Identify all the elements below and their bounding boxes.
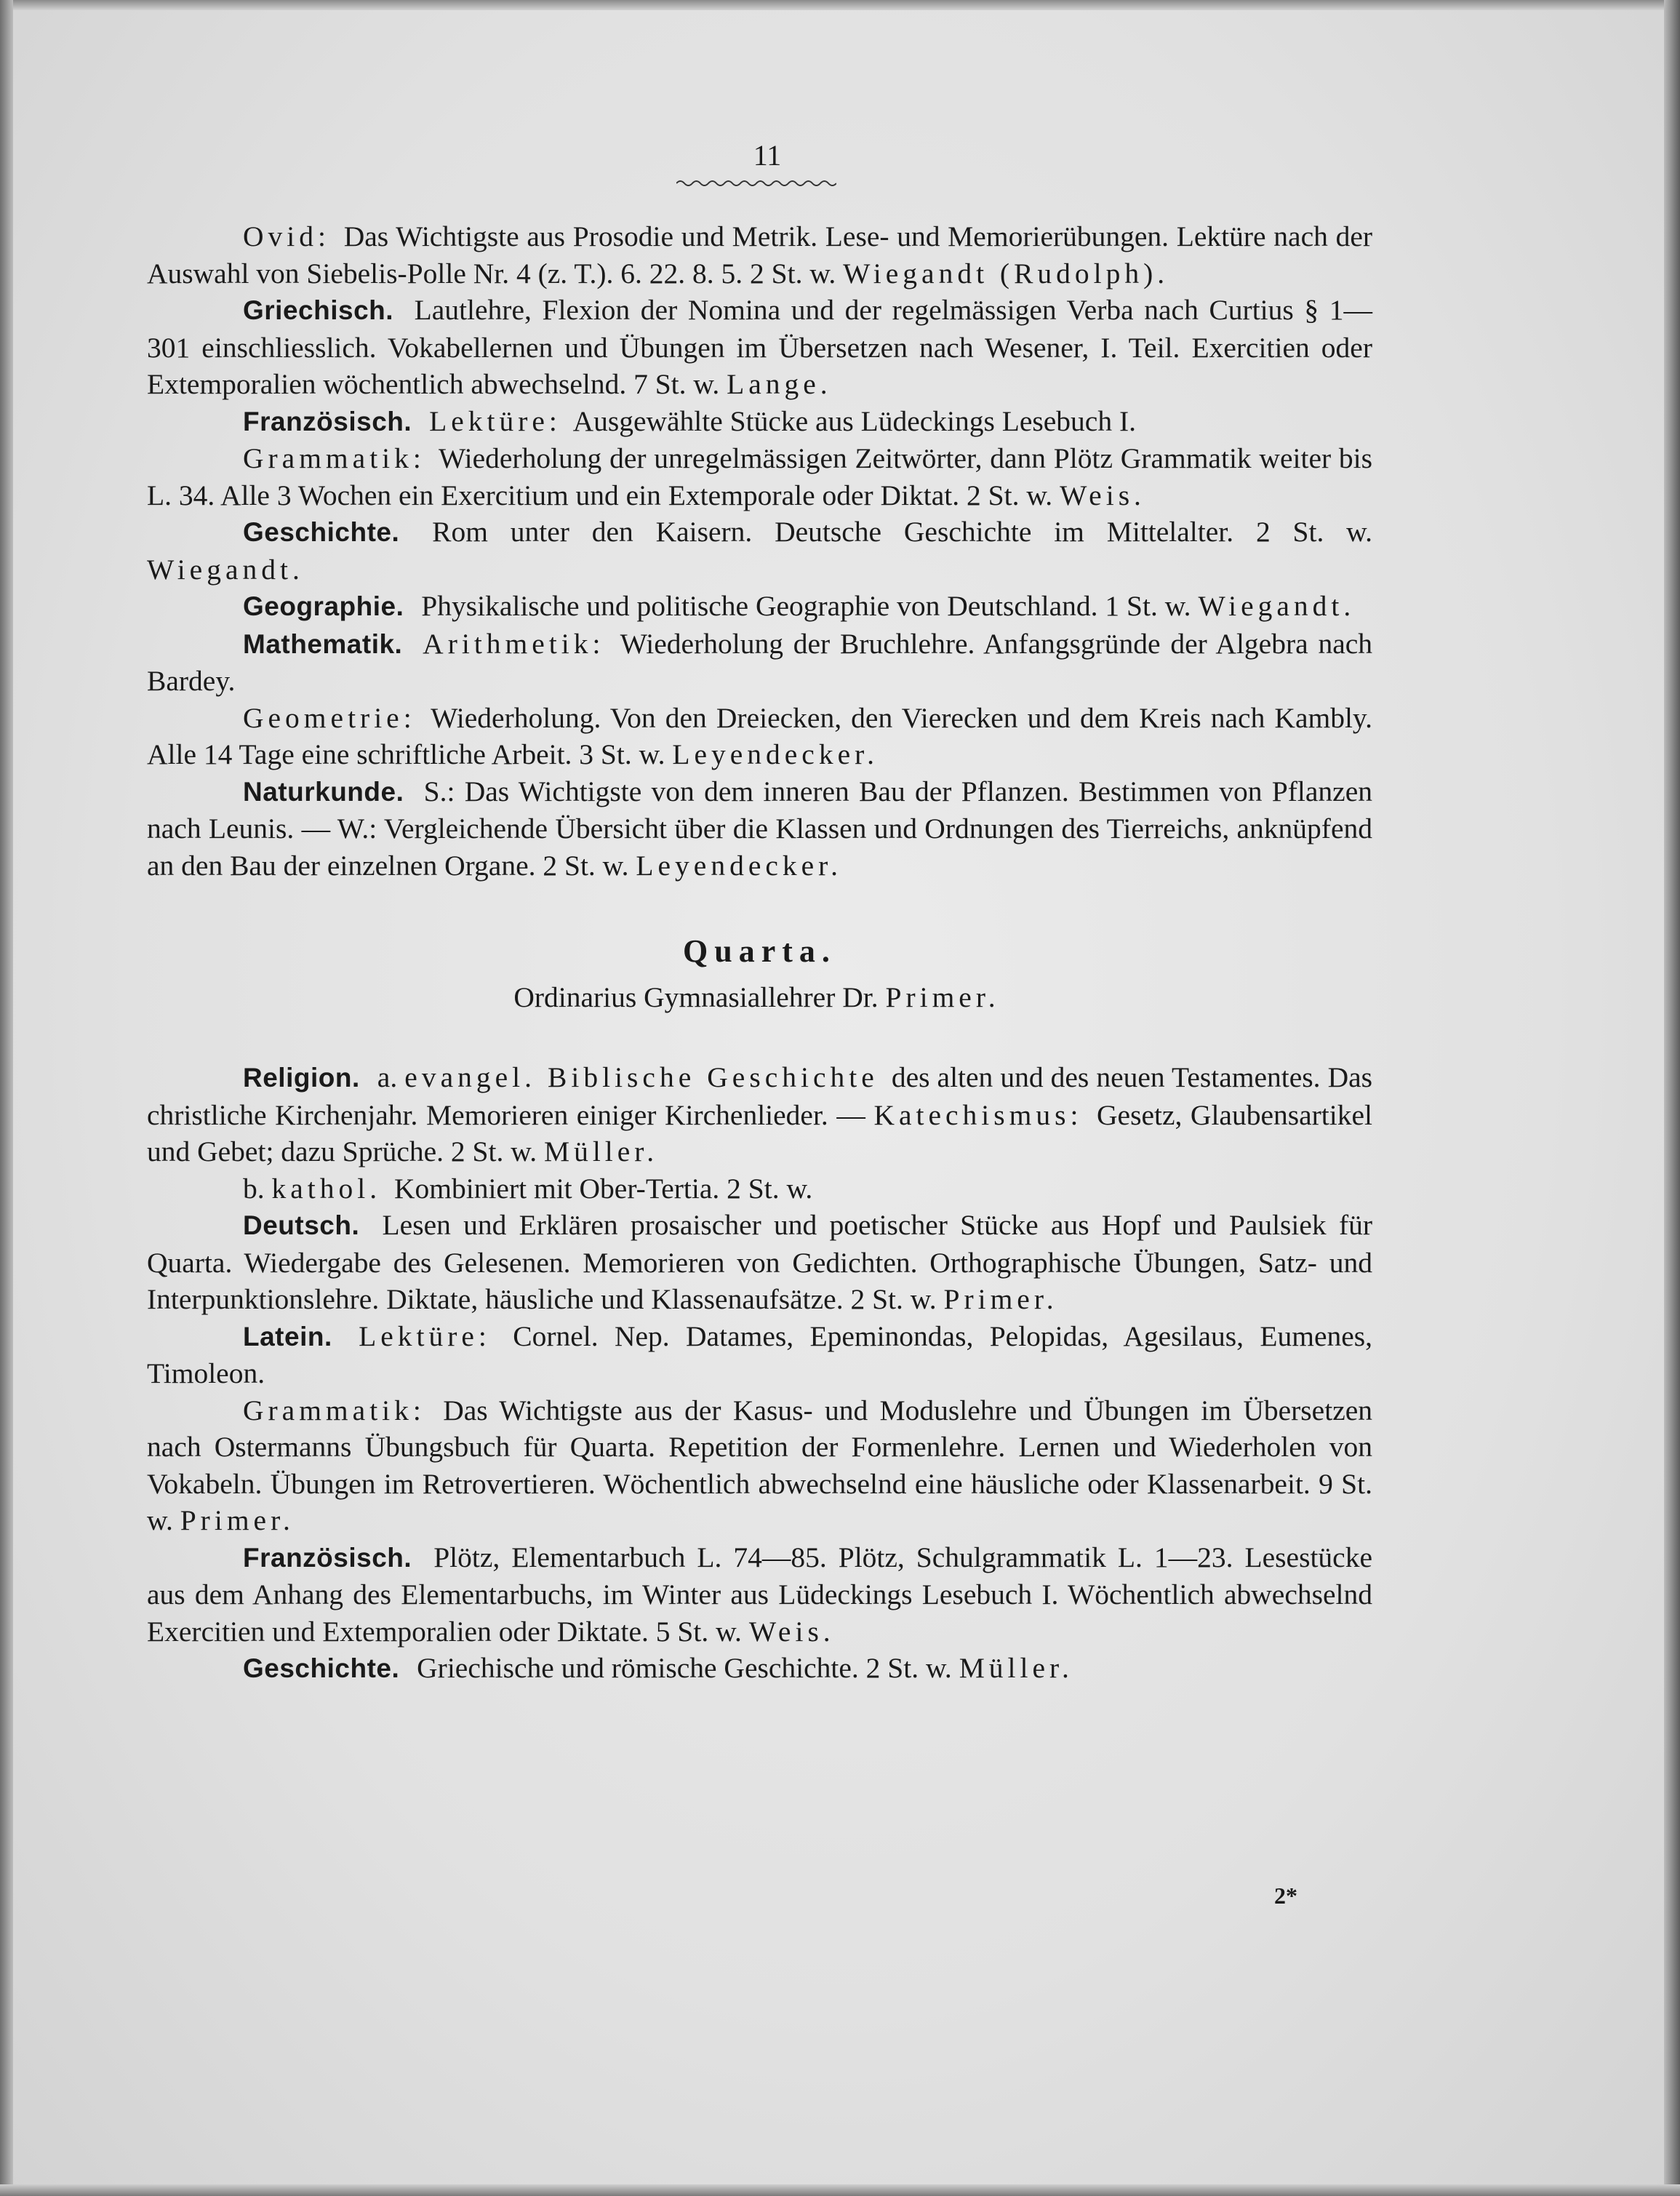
subject-heading: Deutsch. bbox=[243, 1210, 360, 1240]
paragraph-franzoesisch-quarta: Französisch. Plötz, Elementarbuch L. 74—85. Plötz, Schulgrammatik L. 1—23. Lesestücke aus dem Anhang des Elementarbuchs, im Winter aus Lüdeckings Lesebuch I. Wöchentlich abwechselnd Exercitien und Extemporalien oder Diktate. 5 St. w. Weis. bbox=[147, 1541, 1372, 1648]
subject-heading: Latein. bbox=[243, 1321, 332, 1351]
scan-border-bottom bbox=[0, 2184, 1680, 2196]
paragraph-geschichte-quarta: Geschichte. Griechische und römische Geschichte. 2 St. w. Müller. bbox=[243, 1652, 1073, 1684]
label-grammatik: Grammatik: bbox=[243, 442, 425, 474]
paragraph-griechisch: Griechisch. Lautlehre, Flexion der Nomina und der regelmässigen Verba nach Curtius § 1—301 einschliesslich. Vokabellernen und Übungen im Übersetzen nach Wesener, I. Teil. Exercitien oder Extemporalien wöchentlich abwechselnd. 7 St. w. Lange. bbox=[147, 294, 1373, 400]
section-title: Quarta. bbox=[683, 933, 836, 969]
subject-heading: Geographie. bbox=[243, 591, 404, 621]
scan-border-left bbox=[0, 0, 13, 2196]
paragraph-geometrie: Geometrie: Wiederholung. Von den Dreiecken, den Vierecken und dem Kreis nach Kambly. Alle 14 Tage eine schriftliche Arbeit. 3 St. w. Leyendecker. bbox=[147, 701, 1372, 770]
subject-heading: Religion. bbox=[243, 1063, 360, 1093]
teacher-name: Lange. bbox=[727, 368, 832, 400]
signature-mark: 2* bbox=[1274, 1882, 1297, 1909]
label-geometrie: Geometrie: bbox=[243, 701, 416, 734]
teacher-name: Müller. bbox=[959, 1652, 1073, 1684]
label-grammatik: Grammatik: bbox=[243, 1394, 425, 1426]
teacher-name: Primer. bbox=[180, 1504, 295, 1536]
wavy-rule bbox=[676, 179, 836, 188]
label-ovid: Ovid: bbox=[243, 220, 330, 252]
subject-heading: Naturkunde. bbox=[243, 776, 404, 807]
teacher-name: Leyendecker. bbox=[636, 849, 843, 882]
label-katechismus: Katechismus: bbox=[873, 1098, 1083, 1131]
subject-heading: Französisch. bbox=[243, 1542, 412, 1573]
paragraph-latein: Latein. Lektüre: Cornel. Nep. Datames, Epeminondas, Pelopidas, Agesilaus, Eumenes, Timoleon. bbox=[147, 1319, 1373, 1389]
subject-heading: Griechisch. bbox=[243, 295, 394, 325]
teacher-name: Wiegandt (Rudolph). bbox=[843, 257, 1169, 290]
subject-heading: Französisch. bbox=[243, 406, 412, 436]
paragraph-deutsch: Deutsch. Lesen und Erklären prosaischer und poetischer Stücke aus Hopf und Paulsiek für Quarta. Wiedergabe des Gelesenen. Memorieren von Gedichten. Orthographische Übungen, Satz- und Interpunktionslehre. Diktate, häusliche und Klassenaufsätze. 2 St. w. Primer. bbox=[147, 1209, 1373, 1315]
paragraph-religion: Religion. a. evangel. Biblische Geschichte des alten und des neuen Testamentes. Das christliche Kirchenjahr. Memorieren einiger Kirchenlieder. — Katechismus: Gesetz, Glaubensartikel und Gebet; dazu Sprüche. 2 St. w. Müller. bbox=[147, 1061, 1373, 1167]
paragraph-grammatik: Grammatik: Wiederholung der unregelmässigen Zeitwörter, dann Plötz Grammatik weiter bis L. 34. Alle 3 Wochen ein Exercitium und ein Extemporale oder Diktat. 2 St. w. Weis. bbox=[147, 442, 1372, 511]
subject-heading: Geschichte. bbox=[243, 517, 400, 547]
label-kathol: kathol. bbox=[271, 1172, 382, 1205]
paragraph-mathematik: Mathematik. Arithmetik: Wiederholung der Bruchlehre. Anfangsgründe der Algebra nach Bardey. bbox=[147, 627, 1373, 697]
paragraph-franzoesisch: Französisch. Lektüre: Ausgewählte Stücke aus Lüdeckings Lesebuch I. bbox=[243, 404, 1136, 437]
paragraph-religion-kathol: b. kathol. Kombiniert mit Ober-Tertia. 2 St. w. bbox=[243, 1172, 813, 1205]
scan-border-top bbox=[0, 0, 1680, 10]
label-arithmetik: Arithmetik: bbox=[423, 627, 605, 660]
label-evangel: evangel. Biblische Geschichte bbox=[404, 1061, 879, 1093]
subject-heading: Mathematik. bbox=[243, 628, 403, 659]
teacher-name: Wiegandt. bbox=[1198, 590, 1356, 622]
page-number: 11 bbox=[753, 139, 782, 172]
teacher-name: Wiegandt. bbox=[147, 553, 304, 586]
body-text bbox=[147, 218, 1372, 1688]
subject-heading: Geschichte. bbox=[243, 1653, 400, 1683]
paragraph-geschichte: Geschichte. Rom unter den Kaisern. Deutsche Geschichte im Mittelalter. 2 St. w. Wiegandt. bbox=[147, 516, 1373, 586]
paragraph-geographie: Geographie. Physikalische und politische Geographie von Deutschland. 1 St. w. Wiegandt. bbox=[243, 590, 1356, 622]
paragraph-naturkunde: Naturkunde. S.: Das Wichtigste von dem inneren Bau der Pflanzen. Bestimmen von Pflanzen nach Leunis. — W.: Vergleichende Übersicht über die Klassen und Ordnungen des Tierreichs, anknüpfend an den Bau der einzelnen Organe. 2 St. w. Leyendecker. bbox=[147, 775, 1372, 882]
teacher-name: Weis. bbox=[1060, 479, 1145, 511]
ordinarius-name: Primer. bbox=[885, 981, 1000, 1013]
scan-border-right bbox=[1664, 0, 1680, 2196]
ordinarius-line: Ordinarius Gymnasiallehrer Dr. Primer. bbox=[513, 981, 1000, 1013]
teacher-name: Weis. bbox=[748, 1615, 835, 1648]
teacher-name: Primer. bbox=[943, 1283, 1058, 1315]
paragraph-latein-grammatik: Grammatik: Das Wichtigste aus der Kasus- und Moduslehre und Übungen im Übersetzen nach Ostermanns Übungsbuch für Quarta. Repetition der Formenlehre. Lernen und Wiederholen von Vokabeln. Übungen im Retrovertieren. Wöchentlich abwechselnd eine häusliche oder Klassenarbeit. 9 St. w. Primer. bbox=[147, 1394, 1373, 1536]
teacher-name: Müller. bbox=[543, 1135, 659, 1167]
label-lektuere: Lektüre: bbox=[429, 404, 561, 437]
teacher-name: Leyendecker. bbox=[672, 738, 879, 770]
label-lektuere: Lektüre: bbox=[359, 1319, 491, 1352]
paragraph-ovid: Ovid: Das Wichtigste aus Prosodie und Metrik. Lese- und Memorierübungen. Lektüre nach der Auswahl von Siebelis-Polle Nr. 4 (z. T.). 6. 22. 8. 5. 2 St. w. Wiegandt (Rudolph). bbox=[147, 220, 1373, 290]
